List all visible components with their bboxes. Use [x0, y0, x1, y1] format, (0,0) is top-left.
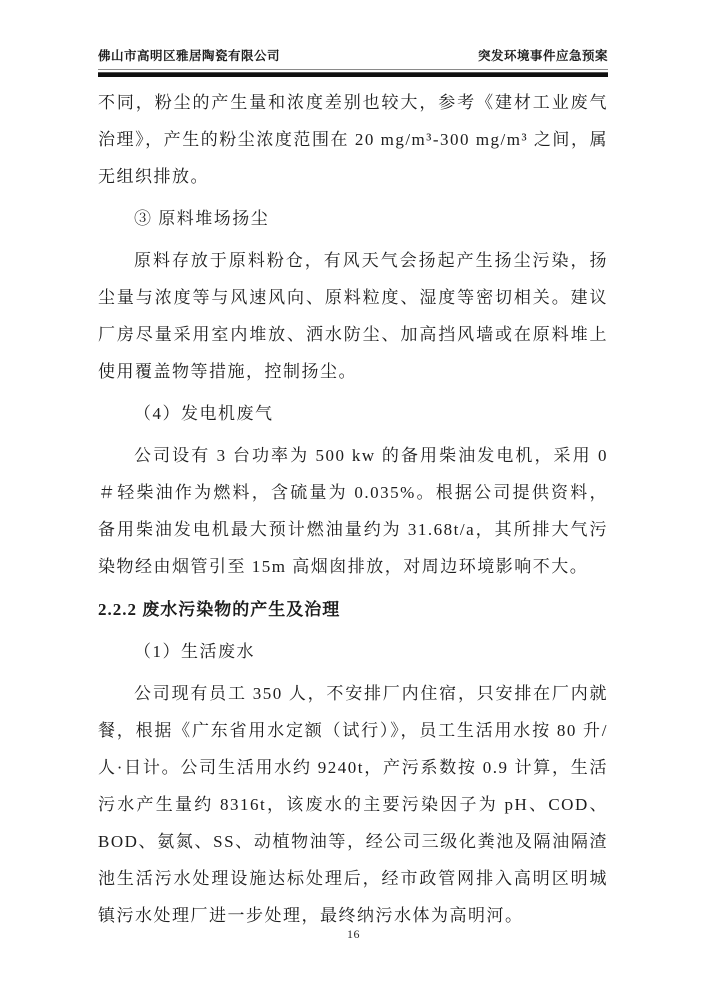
paragraph-generator-exhaust: 公司设有 3 台功率为 500 kw 的备用柴油发电机，采用 0＃轻柴油作为燃料，含硫量为 0.035%。根据公司提供资料，备用柴油发电机最大预计燃油量约为 31.68t/a，其所排大气污染物经由烟管引至 15m 高烟囱排放，对周边环境影响不大。 — [98, 446, 608, 576]
header-company-name: 佛山市高明区雅居陶瓷有限公司 — [98, 49, 281, 63]
page-header — [98, 46, 608, 77]
subheading-domestic-wastewater: （1）生活废水 — [134, 642, 255, 661]
header-document-title: 突发环境事件应急预案 — [477, 49, 608, 63]
paragraph-dust-concentration: 不同，粉尘的产生量和浓度差别也较大，参考《建材工业废气治理》，产生的粉尘浓度范围在 20 mg/m³-300 mg/m³ 之间，属无组织排放。 — [98, 93, 608, 186]
paragraph-domestic-wastewater: 公司现有员工 350 人，不安排厂内住宿，只安排在厂内就餐，根据《广东省用水定额（试行）》，员工生活用水按 80 升/人·日计。公司生活用水约 9240t，产污系数按 0.9 计算，生活污水产生量约 8316t，该废水的主要污染因子为 pH、COD、BOD、氨氮、SS、动植物油等，经公司三级化粪池及隔油隔渣池生活污水处理设施达标处理后，经市政管网排入高明区明城镇污水处理厂进一步处理，最终纳污水体为高明河。 — [98, 684, 608, 925]
subheading-raw-material-dust: ③ 原料堆场扬尘 — [134, 209, 270, 228]
section-heading-wastewater: 2.2.2 废水污染物的产生及治理 — [98, 600, 341, 619]
page-footer — [0, 927, 707, 942]
header-rule-thin — [98, 69, 608, 70]
subheading-generator-exhaust: （4）发电机废气 — [134, 404, 274, 423]
page-number: 16 — [347, 927, 360, 941]
paragraph-raw-material-dust: 原料存放于原料粉仓，有风天气会扬起产生扬尘污染，扬尘量与浓度等与风速风向、原料粒度、湿度等密切相关。建议厂房尽量采用室内堆放、洒水防尘、加高挡风墙或在原料堆上使用覆盖物等措施，控制扬尘。 — [98, 251, 608, 381]
page-header-row — [98, 46, 608, 69]
document-body — [98, 84, 608, 939]
header-rule-thick — [98, 72, 608, 77]
